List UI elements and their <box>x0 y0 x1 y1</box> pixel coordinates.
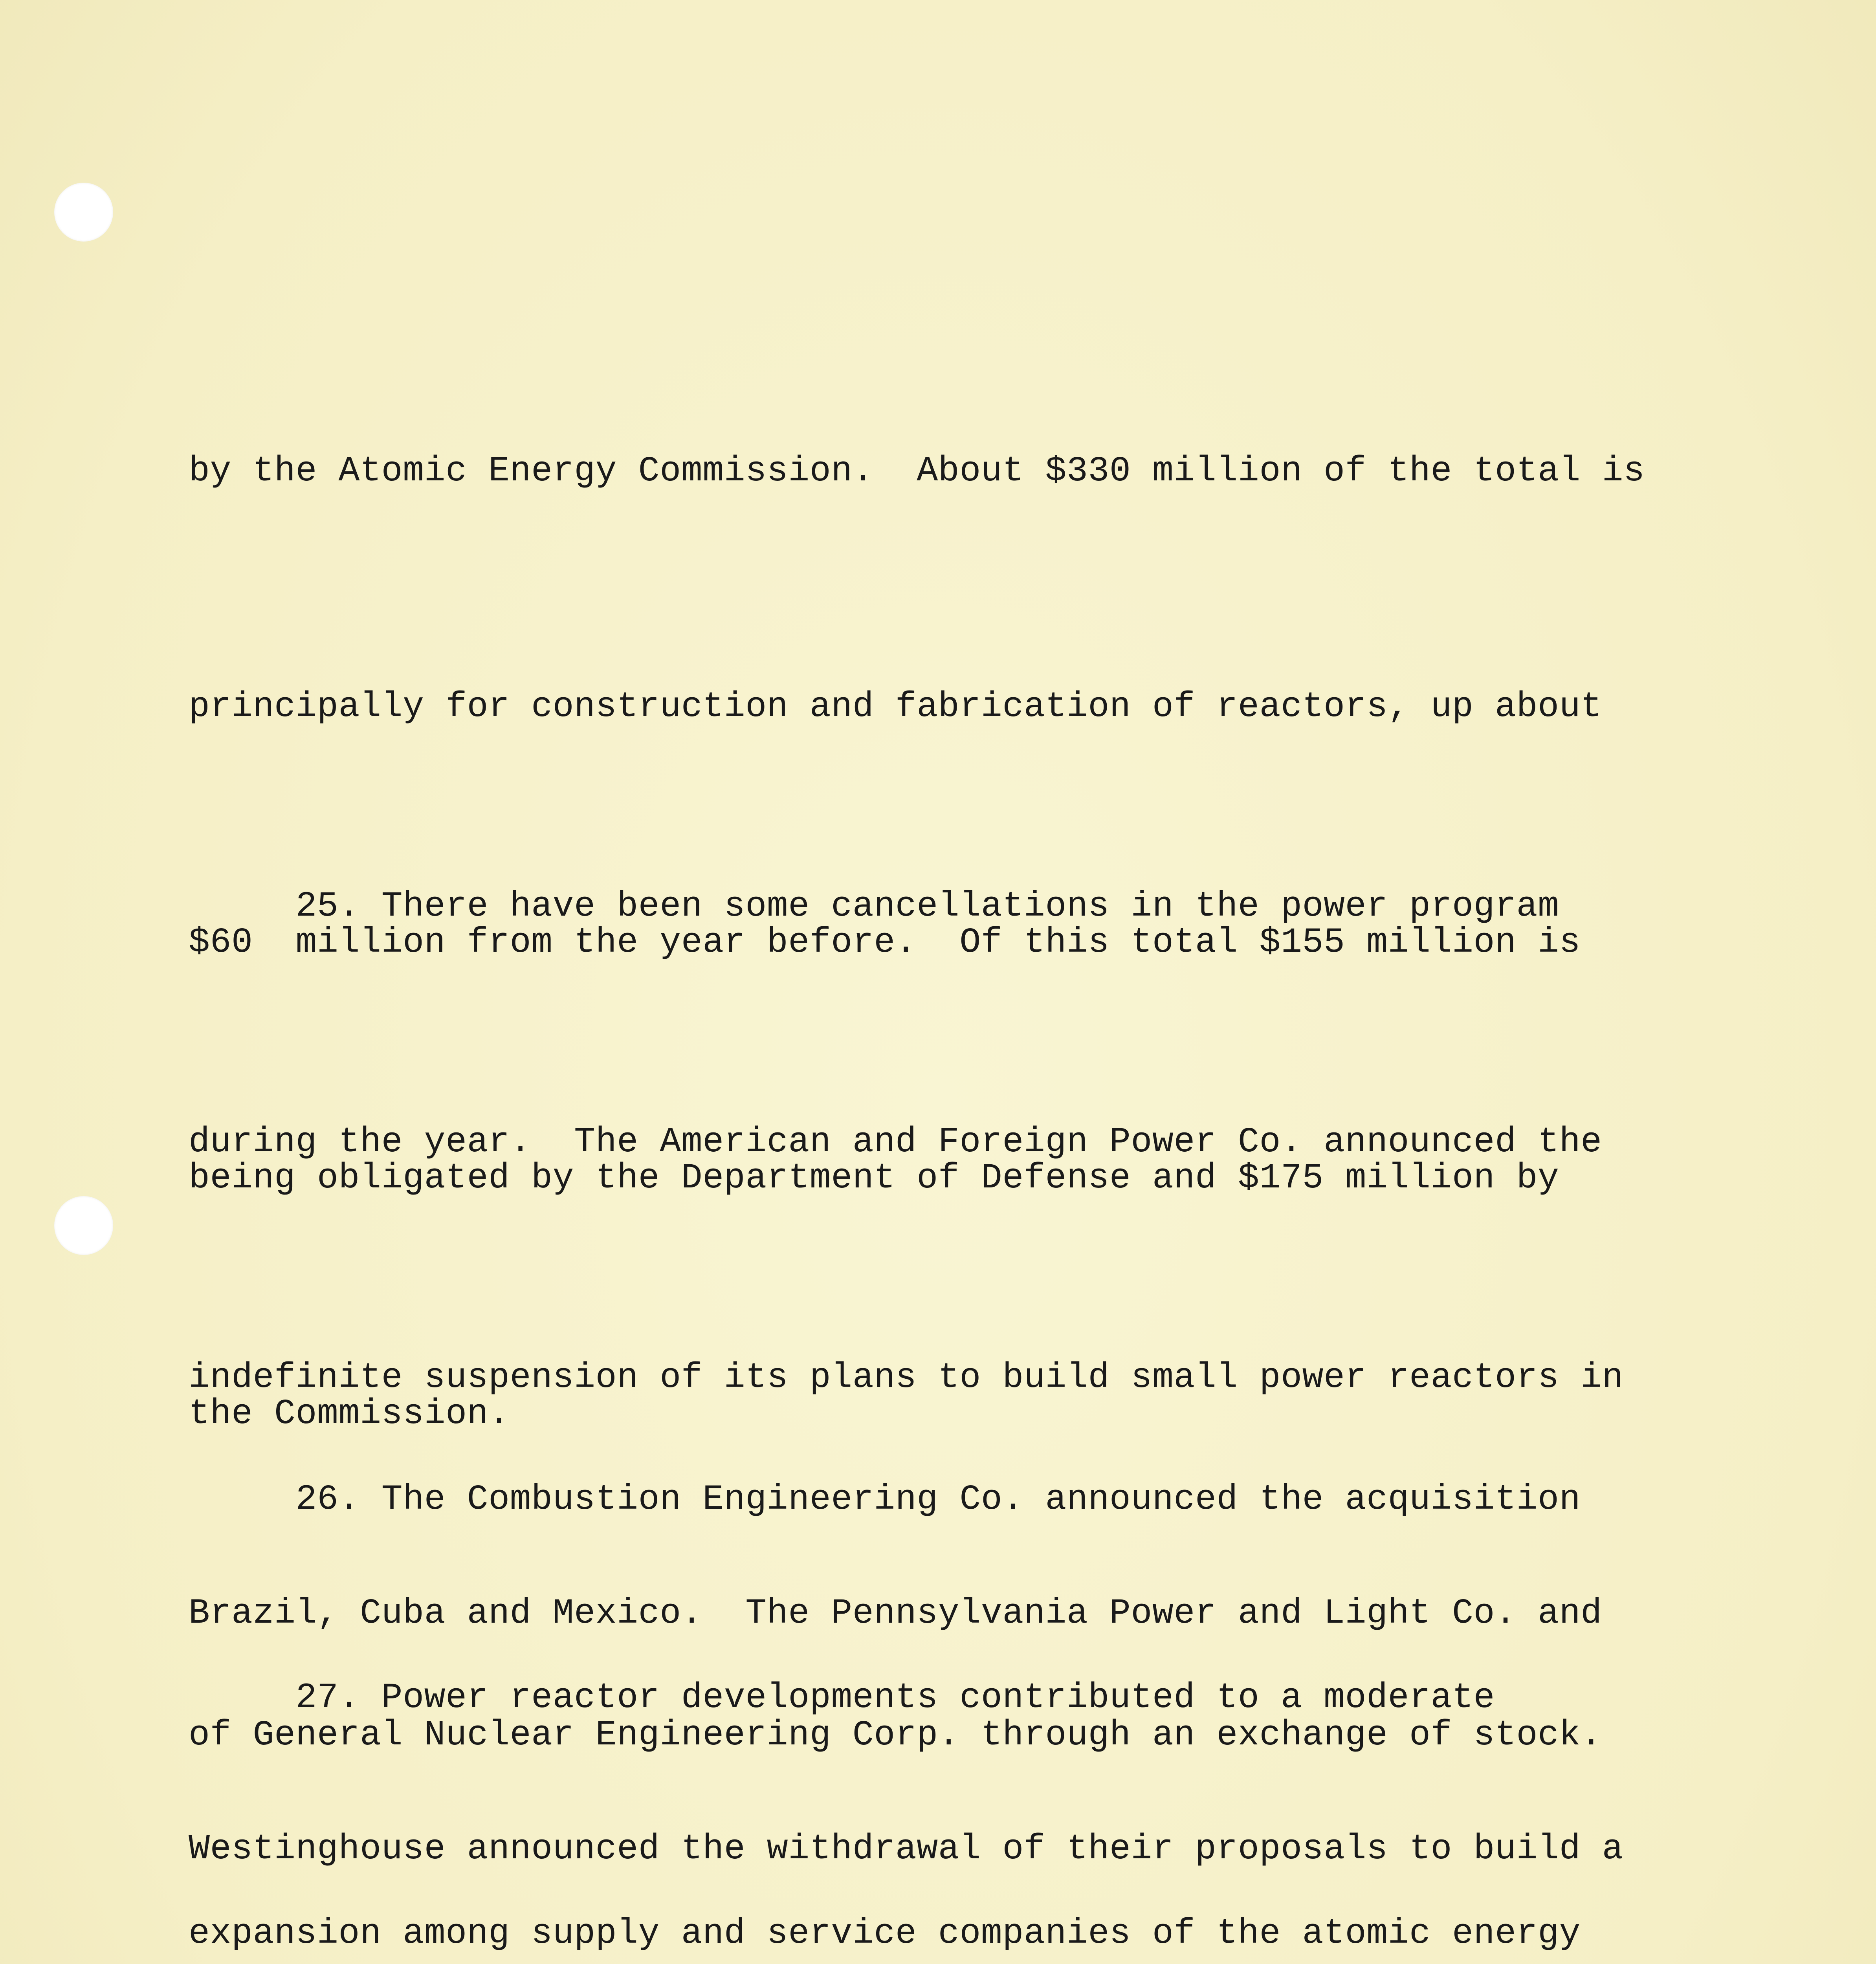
text-line: $60 million from the year before. Of this total $155 million is <box>189 923 1581 963</box>
text-line: 27. Power reactor developments contributed to a moderate <box>189 1678 1495 1718</box>
text-line: 25. There have been some cancellations in the power program <box>189 887 1559 927</box>
text-line: indefinite suspension of its plans to build small power reactors in <box>189 1358 1624 1398</box>
text-line: principally for construction and fabrication of reactors, up about <box>189 687 1602 727</box>
text-line: of General Nuclear Engineering Corp. through an exchange of stock. <box>189 1715 1602 1755</box>
text-line: by the Atomic Energy Commission. About $330 million of the total is <box>189 451 1645 491</box>
text-line: during the year. The American and Foreign Power Co. announced the <box>189 1122 1602 1162</box>
paragraph-27 <box>189 1502 1819 1964</box>
punch-hole <box>54 1196 113 1255</box>
punch-hole <box>54 183 113 242</box>
text-line: the Commission. <box>189 1394 510 1434</box>
text-line: expansion among supply and service companies of the atomic energy <box>189 1914 1581 1954</box>
text-line: being obligated by the Department of Defense and $175 million by <box>189 1158 1559 1198</box>
text-line: Brazil, Cuba and Mexico. The Pennsylvania Power and Light Co. and <box>189 1594 1602 1634</box>
text-line: Westinghouse announced the withdrawal of their proposals to build a <box>189 1829 1624 1869</box>
text-line: 26. The Combustion Engineering Co. announced the acquisition <box>189 1480 1581 1520</box>
